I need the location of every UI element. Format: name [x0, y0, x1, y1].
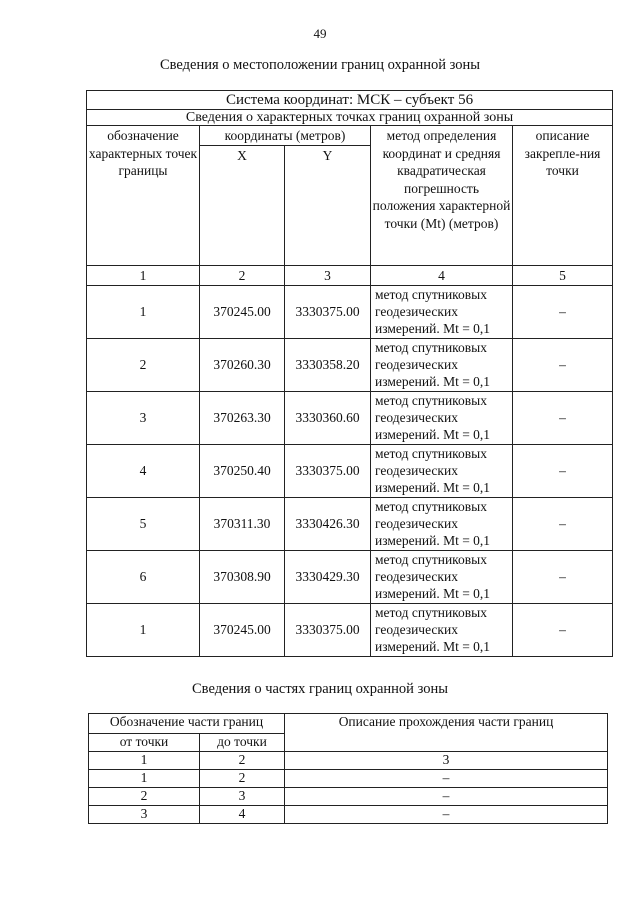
- col-header-x: X: [200, 145, 285, 265]
- section-title-boundary-parts: Сведения о частях границ охранной зоны: [192, 681, 448, 697]
- method-cell: метод спутниковых геодезических измерений. Mt = 0,1: [371, 497, 513, 550]
- table-row: [87, 338, 613, 391]
- column-number: 3: [285, 265, 371, 285]
- table-row: [87, 285, 613, 338]
- col-header-part-description: Описание прохождения части границ: [285, 714, 608, 752]
- col-header-description: описание закрепле-ния точки: [513, 126, 613, 266]
- from-point: 1: [89, 770, 200, 788]
- coord-x: 370263.30: [200, 391, 285, 444]
- boundary-points-table: [86, 90, 613, 657]
- point-id: 1: [87, 285, 200, 338]
- column-number: 2: [200, 265, 285, 285]
- coord-x: 370260.30: [200, 338, 285, 391]
- page-number: 49: [313, 26, 327, 41]
- table-row: [87, 391, 613, 444]
- method-cell: метод спутниковых геодезических измерений. Mt = 0,1: [371, 285, 513, 338]
- fixation-desc: –: [513, 338, 613, 391]
- coord-y: 3330375.00: [285, 285, 371, 338]
- method-cell: метод спутниковых геодезических измерений. Mt = 0,1: [371, 338, 513, 391]
- coord-x: 370245.00: [200, 603, 285, 656]
- fixation-desc: –: [513, 497, 613, 550]
- col-header-y: Y: [285, 145, 371, 265]
- table-row: [89, 752, 608, 770]
- column-number-row: [87, 265, 613, 285]
- col-header-part: Обозначение части границ: [89, 714, 285, 734]
- column-number: 5: [513, 265, 613, 285]
- table-row: [87, 603, 613, 656]
- from-point: 1: [89, 752, 200, 770]
- point-id: 5: [87, 497, 200, 550]
- col-header-coordinates: координаты (метров): [200, 126, 371, 146]
- point-id: 2: [87, 338, 200, 391]
- coordinate-system-label: Система координат: МСК – субъект 56: [87, 91, 613, 110]
- table-row: [89, 788, 608, 806]
- part-description: 3: [285, 752, 608, 770]
- col-header-from: от точки: [89, 734, 200, 752]
- fixation-desc: –: [513, 391, 613, 444]
- to-point: 3: [200, 788, 285, 806]
- point-id: 1: [87, 603, 200, 656]
- point-id: 4: [87, 444, 200, 497]
- coord-y: 3330375.00: [285, 444, 371, 497]
- coord-y: 3330375.00: [285, 603, 371, 656]
- column-number: 1: [87, 265, 200, 285]
- from-point: 2: [89, 788, 200, 806]
- coord-x: 370250.40: [200, 444, 285, 497]
- col-header-to: до точки: [200, 734, 285, 752]
- table-subtitle: Сведения о характерных точках границ охранной зоны: [87, 110, 613, 126]
- column-number: 4: [371, 265, 513, 285]
- fixation-desc: –: [513, 550, 613, 603]
- coord-x: 370245.00: [200, 285, 285, 338]
- from-point: 3: [89, 806, 200, 824]
- section-title-boundary-location: Сведения о местоположении границ охранной зоны: [159, 57, 480, 73]
- table-row: [89, 806, 608, 824]
- table-row: [87, 497, 613, 550]
- coord-x: 370308.90: [200, 550, 285, 603]
- coord-y: 3330358.20: [285, 338, 371, 391]
- part-description: –: [285, 770, 608, 788]
- part-description: –: [285, 806, 608, 824]
- table-row: [87, 444, 613, 497]
- method-cell: метод спутниковых геодезических измерений. Mt = 0,1: [371, 444, 513, 497]
- coord-y: 3330426.30: [285, 497, 371, 550]
- col-header-designation: обозначение характерных точек границы: [87, 126, 200, 266]
- fixation-desc: –: [513, 285, 613, 338]
- fixation-desc: –: [513, 603, 613, 656]
- coord-y: 3330360.60: [285, 391, 371, 444]
- col-header-method: метод определения координат и средняя квадратическая погрешность положения характерной точки (Mt) (метров): [371, 126, 513, 266]
- method-cell: метод спутниковых геодезических измерений. Mt = 0,1: [371, 550, 513, 603]
- table-row: [87, 550, 613, 603]
- to-point: 4: [200, 806, 285, 824]
- coord-y: 3330429.30: [285, 550, 371, 603]
- table-row: [89, 770, 608, 788]
- fixation-desc: –: [513, 444, 613, 497]
- point-id: 3: [87, 391, 200, 444]
- method-cell: метод спутниковых геодезических измерений. Mt = 0,1: [371, 603, 513, 656]
- part-description: –: [285, 788, 608, 806]
- to-point: 2: [200, 770, 285, 788]
- method-cell: метод спутниковых геодезических измерений. Mt = 0,1: [371, 391, 513, 444]
- boundary-parts-table: [88, 713, 608, 824]
- point-id: 6: [87, 550, 200, 603]
- coord-x: 370311.30: [200, 497, 285, 550]
- to-point: 2: [200, 752, 285, 770]
